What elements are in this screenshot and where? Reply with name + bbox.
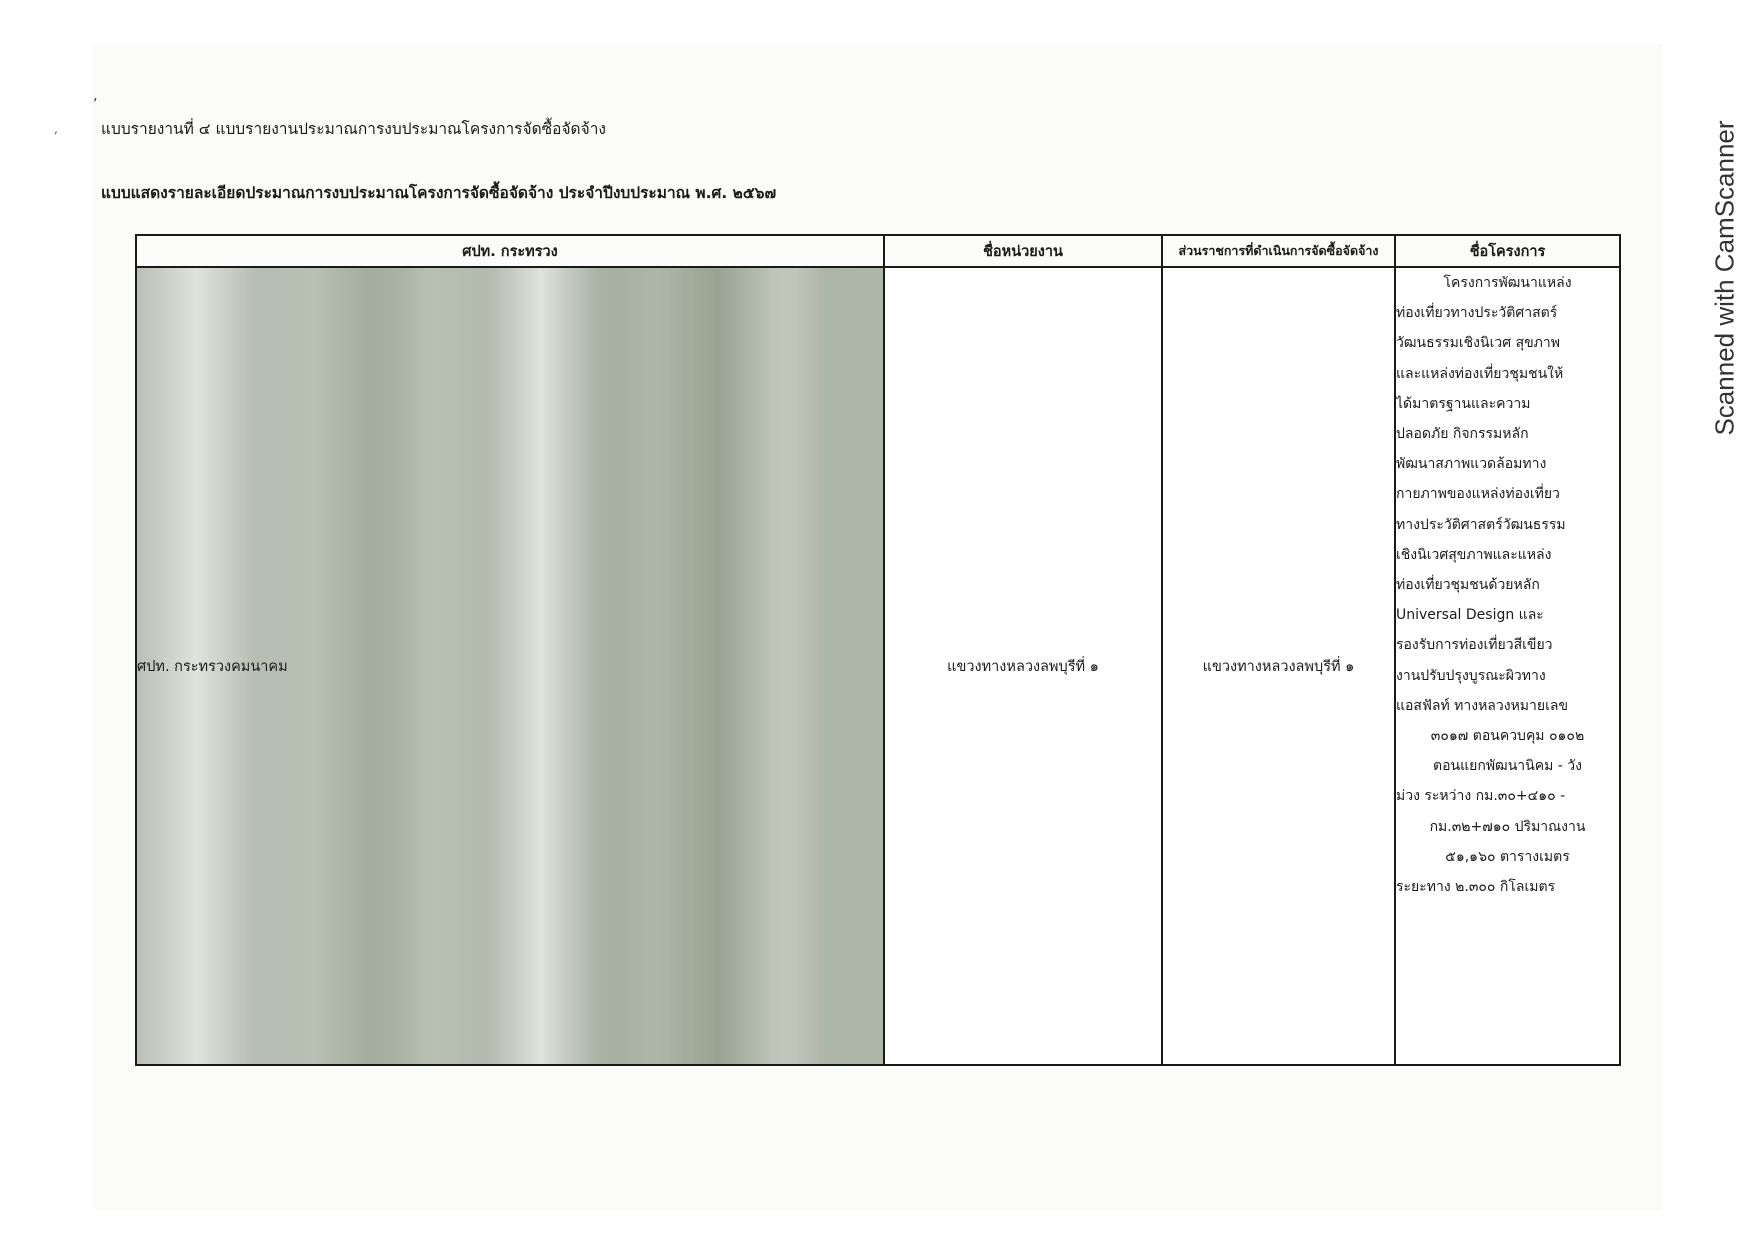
table-row [136,267,1620,1065]
column-header-ministry: ศปท. กระทรวง [136,235,884,267]
project-line: ม่วง ระหว่าง กม.๓๐+๔๑๐ - [1396,788,1566,805]
project-line: โครงการพัฒนาแหล่ง [1443,275,1572,291]
scan-mark: , [54,122,58,136]
scanner-watermark: Scanned with CamScanner [1709,120,1740,436]
project-line: วัฒนธรรมเชิงนิเวศ สุขภาพ [1396,335,1561,352]
unit-cell: แขวงทางหลวงลพบุรีที่ ๑ [884,267,1162,1065]
project-cell [1395,267,1620,1065]
project-line: กม.๓๒+๗๑๐ ปริมาณงาน [1429,818,1586,835]
project-line: แอสฟัลท์ ทางหลวงหมายเลข [1396,697,1569,714]
project-description [1396,268,1619,902]
project-line: ได้มาตรฐานและความ [1396,395,1531,412]
budget-table [135,234,1621,1066]
project-line: ระยะทาง ๒.๓๐๐ กิโลเมตร [1396,879,1556,896]
document-title: แบบแสดงรายละเอียดประมาณการงบประมาณโครงการจัดซื้อจัดจ้าง ประจำปีงบประมาณ พ.ศ. ๒๕๖๗ [101,184,777,202]
project-line: Universal Design และ [1396,607,1544,624]
ministry-cell: ศปท. กระทรวงคมนาคม [136,267,884,1065]
project-line: ทางประวัติศาสตร์วัฒนธรรม [1396,516,1566,533]
project-line: เชิงนิเวศสุขภาพและแหล่ง [1396,546,1552,563]
project-line: ๓๐๑๗ ตอนควบคุม ๐๑๐๒ [1430,728,1585,745]
column-header-unit: ชื่อหน่วยงาน [884,235,1162,267]
agency-cell: แขวงทางหลวงลพบุรีที่ ๑ [1162,267,1395,1065]
project-line: ๕๑,๑๖๐ ตารางเมตร [1445,848,1570,865]
column-header-project: ชื่อโครงการ [1395,235,1620,267]
project-line: กายภาพของแหล่งท่องเที่ยว [1396,486,1560,503]
table-header-row [136,235,1620,267]
column-header-agency: ส่วนราชการที่ดำเนินการจัดซื้อจัดจ้าง [1162,235,1395,267]
project-line: รองรับการท่องเที่ยวสีเขียว [1396,637,1553,654]
scan-mark: ‚ [93,88,98,104]
project-line: ปลอดภัย กิจกรรมหลัก [1396,426,1529,443]
project-line: และแหล่งท่องเที่ยวชุมชนให้ [1396,365,1564,382]
project-line: พัฒนาสภาพแวดล้อมทาง [1396,456,1547,473]
project-line: งานปรับปรุงบูรณะผิวทาง [1396,667,1546,684]
project-line: ท่องเที่ยวทางประวัติศาสตร์ [1396,305,1558,322]
project-line: ตอนแยกพัฒนานิคม - วัง [1433,758,1582,775]
project-line: ท่องเที่ยวชุมชนด้วยหลัก [1396,577,1540,594]
report-form-label: แบบรายงานที่ ๔ แบบรายงานประมาณการงบประมาณโครงการจัดซื้อจัดจ้าง [101,120,606,138]
